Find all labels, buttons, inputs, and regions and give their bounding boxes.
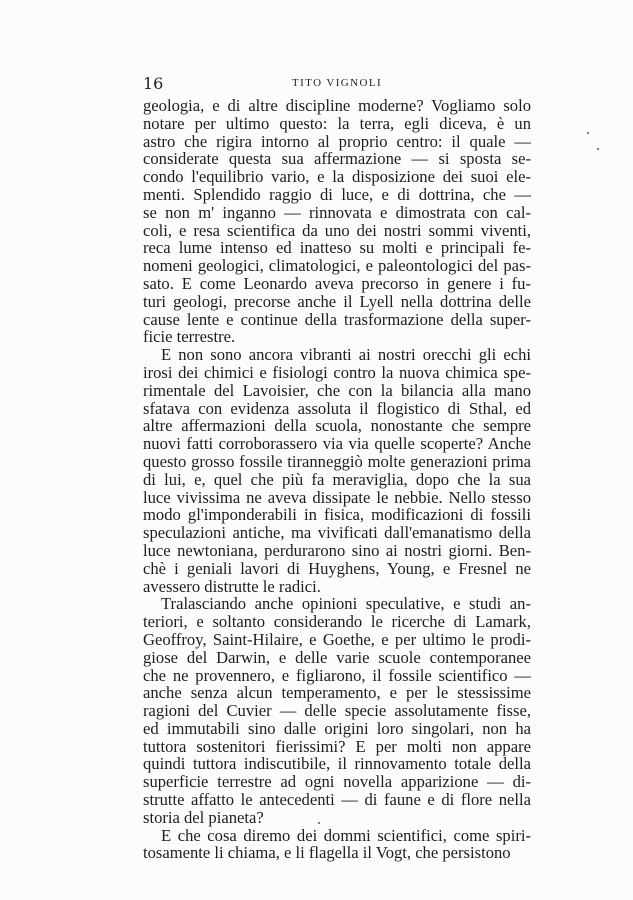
text-line: considerate questa sua affermazione — si sposta se- [143,149,531,169]
text-line: menti. Splendido raggio di luce, e di dottrina, che — [143,184,531,204]
text-line: speculazioni antiche, ma vivificati dall'emanatismo della [143,523,531,543]
text-line: ragioni del Cuvier — delle specie assolutamente fisse, [143,701,531,721]
paragraph [143,346,531,595]
text-line: altre affermazioni della scuola, nonostante che sempre [143,416,531,436]
paper-speck [318,822,320,824]
paragraph [143,595,531,826]
body-text [143,97,531,862]
text-line: modo gl'imponderabili in fisica, modificazioni di fossili [143,505,531,525]
text-line: sato. E come Leonardo aveva precorso in genere i fu- [143,273,531,293]
text-line: luce vivissima ne aveva dissipate le nebbie. Nello stesso [143,487,531,507]
text-line: astro che rigira intorno al proprio centro: il quale — [143,131,531,151]
text-line: luce newtoniana, perdurarono sino ai nostri giorni. Ben- [143,540,531,560]
text-line: E non sono ancora vibranti ai nostri orecchi gli echi [161,345,531,365]
paragraph [143,827,531,863]
text-line: di lui, e, quel che più fa meraviglia, dopo che la sua [143,469,531,489]
text-line: tuttora sostenitori fierissimi? E per molti non appare [143,736,531,756]
text-line: coli, e resa scientifica da uno dei nostri sommi viventi, [143,220,531,240]
paragraph [143,97,531,346]
page-header [143,74,531,94]
paper-speck [597,148,599,150]
page-number: 16 [143,74,164,93]
text-line: tosamente li chiama, e li flagella il Vogt, che persistono [143,843,511,863]
text-line: cause lente e continue della trasformazione della super- [143,309,531,329]
text-line: se non m' inganno — rinnovata e dimostrata con cal- [143,202,531,222]
text-line: avessero distrutte le radici. [143,576,321,596]
text-line: rimentale del Lavoisier, che con la bilancia alla mano [143,380,531,400]
text-line: Geoffroy, Saint-Hilaire, e Goethe, e per ultimo le prodi- [143,629,531,649]
text-line: ed immutabili sino dalle origini loro singolari, non ha [143,718,531,738]
text-line: sfatava con evidenza assoluta il flogistico di Sthal, ed [143,398,531,418]
text-line: E che cosa diremo dei dommi scientifici, come spiri- [161,825,531,845]
running-head: TITO VIGNOLI [291,77,383,89]
text-line: condo l'equilibrio vario, e la disposizione dei suoi ele- [143,167,531,187]
text-line: reca lume intenso ed inatteso su molti e principali fe- [143,238,531,258]
text-line: chè i geniali lavori di Huyghens, Young, e Fresnel ne [143,558,531,578]
text-line: questo grosso fossile tiranneggiò molte generazioni prima [143,451,531,471]
text-line: storia del pianeta? [143,807,264,827]
text-line: che ne provennero, e figliarono, il fossile scientifico — [143,665,531,685]
text-line: quindi tuttora indiscutibile, il rinnovamento totale della [143,754,531,774]
text-line: teriori, e soltanto considerando le ricerche di Lamark, [143,612,531,632]
text-line: anche senza alcun temperamento, e per le stessissime [143,683,531,703]
text-line: geologia, e di altre discipline moderne? Vogliamo solo [143,96,531,115]
text-line: Tralasciando anche opinioni speculative, e studi an- [161,594,531,614]
text-line: turi geologi, precorse anche il Lyell nella dottrina delle [143,291,531,311]
paper-speck [587,132,589,134]
text-line: superficie terrestre ad ogni novella apparizione — di- [143,772,531,792]
text-line: nuovi fatti corroborassero via via quelle scoperte? Anche [143,434,531,454]
text-line: irosi dei chimici e fisiologi contro la nuova chimica spe- [143,362,531,382]
text-line: strutte affatto le antecedenti — di faune e di flore nella [143,790,531,810]
text-line: notare per ultimo questo: la terra, egli diceva, è un [143,113,531,133]
text-line: ficie terrestre. [143,327,236,347]
text-line: giose del Darwin, e delle varie scuole contemporanee [143,647,531,667]
text-line: nomeni geologici, climatologici, e paleontologici del pas- [143,256,531,276]
